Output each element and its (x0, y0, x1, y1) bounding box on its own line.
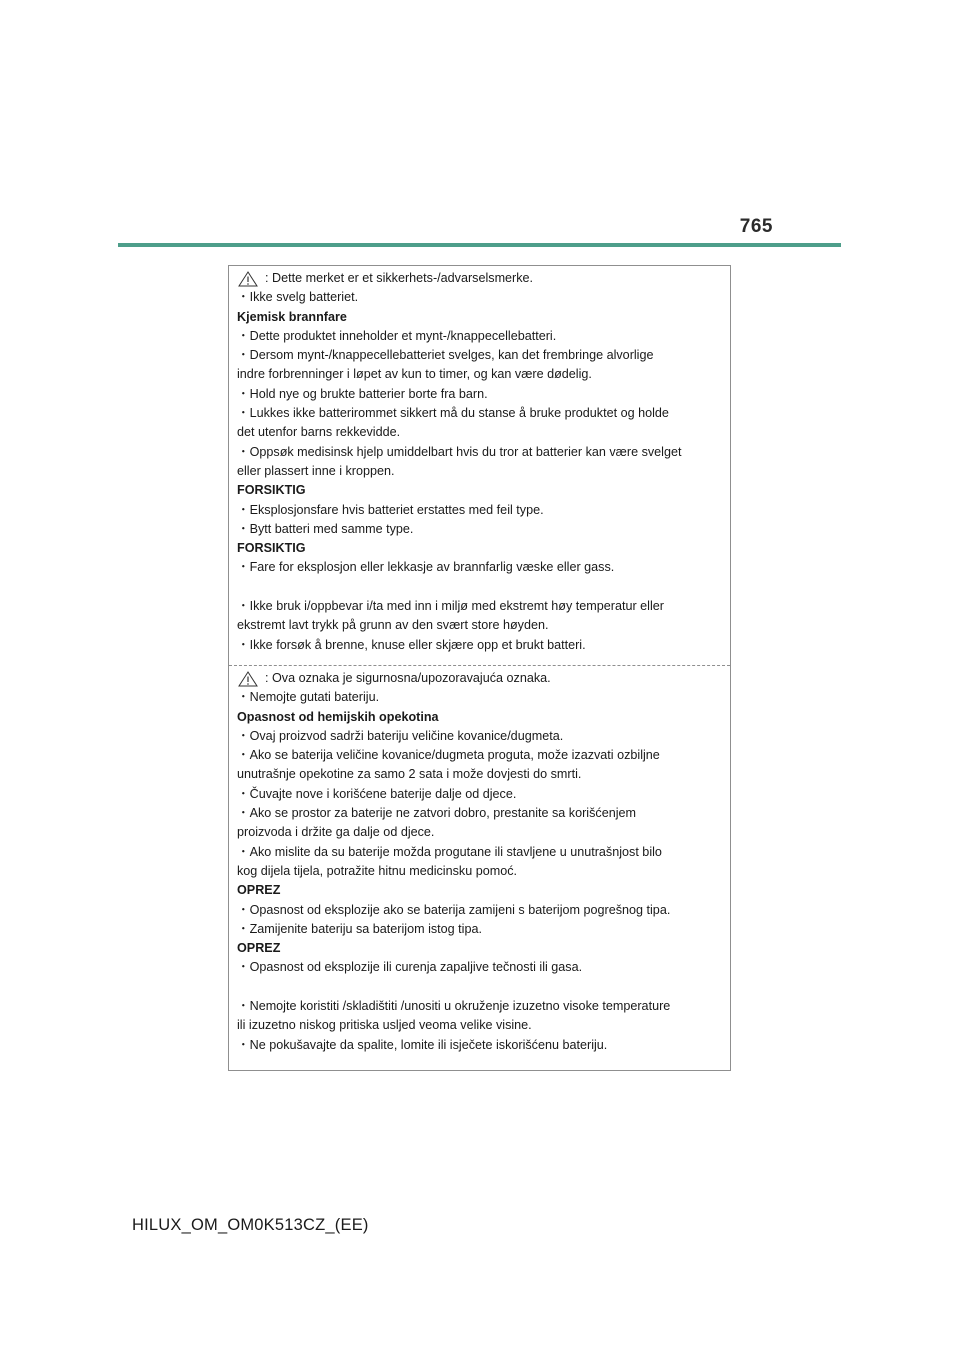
text-line: ・Ikke bruk i/oppbevar i/ta med inn i miljø med ekstremt høy temperatur eller (237, 599, 664, 614)
blank-line (237, 978, 726, 997)
warning-triangle-icon (238, 671, 258, 687)
page-number: 765 (739, 216, 773, 237)
text-line: ekstremt lavt trykk på grunn av den svært store høyden. (237, 618, 549, 633)
document-code: HILUX_OM_OM0K513CZ_(EE) (132, 1216, 369, 1234)
text-line: ・Ako mislite da su baterije možda progutane ili stavljene u unutrašnjost bilo (237, 844, 662, 859)
text-line: ・Ikke forsøk å brenne, knuse eller skjære opp et brukt batteri. (237, 637, 586, 652)
text-line: ・Ikke svelg batteriet. (237, 290, 359, 305)
text-line: ・Dersom mynt-/knappecellebatteriet svelges, kan det frembringe alvorlige (237, 348, 654, 363)
text-line: ・Ovaj proizvod sadrži bateriju veličine kovanice/dugmeta. (237, 728, 564, 743)
text-line: ・Nemojte koristiti /skladištiti /unositi u okruženje izuzetno visoke temperature (237, 999, 671, 1014)
text-line: ・Fare for eksplosjon eller lekkasje av brannfarlig væske eller gass. (237, 560, 615, 575)
text-line: ・Lukkes ikke batterirommet sikkert må du stanse å bruke produktet og holde (237, 406, 669, 421)
text-line: kog dijela tijela, potražite hitnu medicinsku pomoć. (237, 863, 518, 878)
section-heading: OPREZ (237, 941, 281, 956)
text-line: det utenfor barns rekkevidde. (237, 425, 401, 440)
text-line: ・Oppsøk medisinsk hjelp umiddelbart hvis du tror at batterier kan være svelget (237, 444, 682, 459)
symbol-note-text: : Ova oznaka je sigurnosna/upozoravajuća oznaka. (265, 671, 551, 685)
section-heading: Kjemisk brannfare (237, 309, 347, 324)
text-line: ・Opasnost od eksplozije ili curenja zapaljive tečnosti ili gasa. (237, 960, 583, 975)
text-line: ・Nemojte gutati bateriju. (237, 690, 380, 705)
section-heading: FORSIKTIG (237, 483, 306, 498)
notice-section-croatian (229, 669, 730, 1055)
text-line: ・Ako se prostor za baterije ne zatvori dobro, prestanite sa korišćenjem (237, 806, 636, 821)
notice-section-norwegian (229, 269, 730, 655)
header-rule (118, 243, 841, 247)
text-line: ・Ako se baterija veličine kovanice/dugmeta proguta, može izazvati ozbiljne (237, 748, 660, 763)
text-line: ・Bytt batteri med samme type. (237, 521, 414, 536)
section-heading: Opasnost od hemijskih opekotina (237, 709, 439, 724)
section-heading: FORSIKTIG (237, 541, 306, 556)
text-line: ・Hold nye og brukte batterier borte fra barn. (237, 386, 488, 401)
symbol-note-line (237, 269, 726, 288)
text-line: eller plassert inne i kroppen. (237, 463, 395, 478)
text-line: ・Opasnost od eksplozije ako se baterija zamijeni s baterijom pogrešnog tipa. (237, 902, 671, 917)
warning-triangle-icon (238, 271, 258, 287)
symbol-note-line (237, 669, 726, 688)
section-divider (229, 665, 730, 666)
text-line: proizvoda i držite ga dalje od djece. (237, 825, 435, 840)
text-line: ・Ne pokušavajte da spalite, lomite ili isječete iskorišćenu bateriju. (237, 1037, 608, 1052)
text-line: indre forbrenninger i løpet av kun to timer, og kan være dødelig. (237, 367, 592, 382)
section-heading: OPREZ (237, 883, 281, 898)
notice-lines (237, 688, 726, 1055)
text-line: ・Čuvajte nove i korišćene baterije dalje od djece. (237, 786, 517, 801)
notice-lines (237, 288, 726, 655)
battery-warning-box (228, 265, 731, 1071)
blank-line (237, 578, 726, 597)
text-line: ili izuzetno niskog pritiska usljed veoma velike visine. (237, 1018, 532, 1033)
text-line: ・Eksplosjonsfare hvis batteriet erstattes med feil type. (237, 502, 544, 517)
text-line: ・Dette produktet inneholder et mynt-/knappecellebatteri. (237, 328, 557, 343)
symbol-note-text: : Dette merket er et sikkerhets-/advarselsmerke. (265, 271, 534, 285)
text-line: unutrašnje opekotine za samo 2 sata i može dovjesti do smrti. (237, 767, 582, 782)
text-line: ・Zamijenite bateriju sa baterijom istog tipa. (237, 921, 482, 936)
